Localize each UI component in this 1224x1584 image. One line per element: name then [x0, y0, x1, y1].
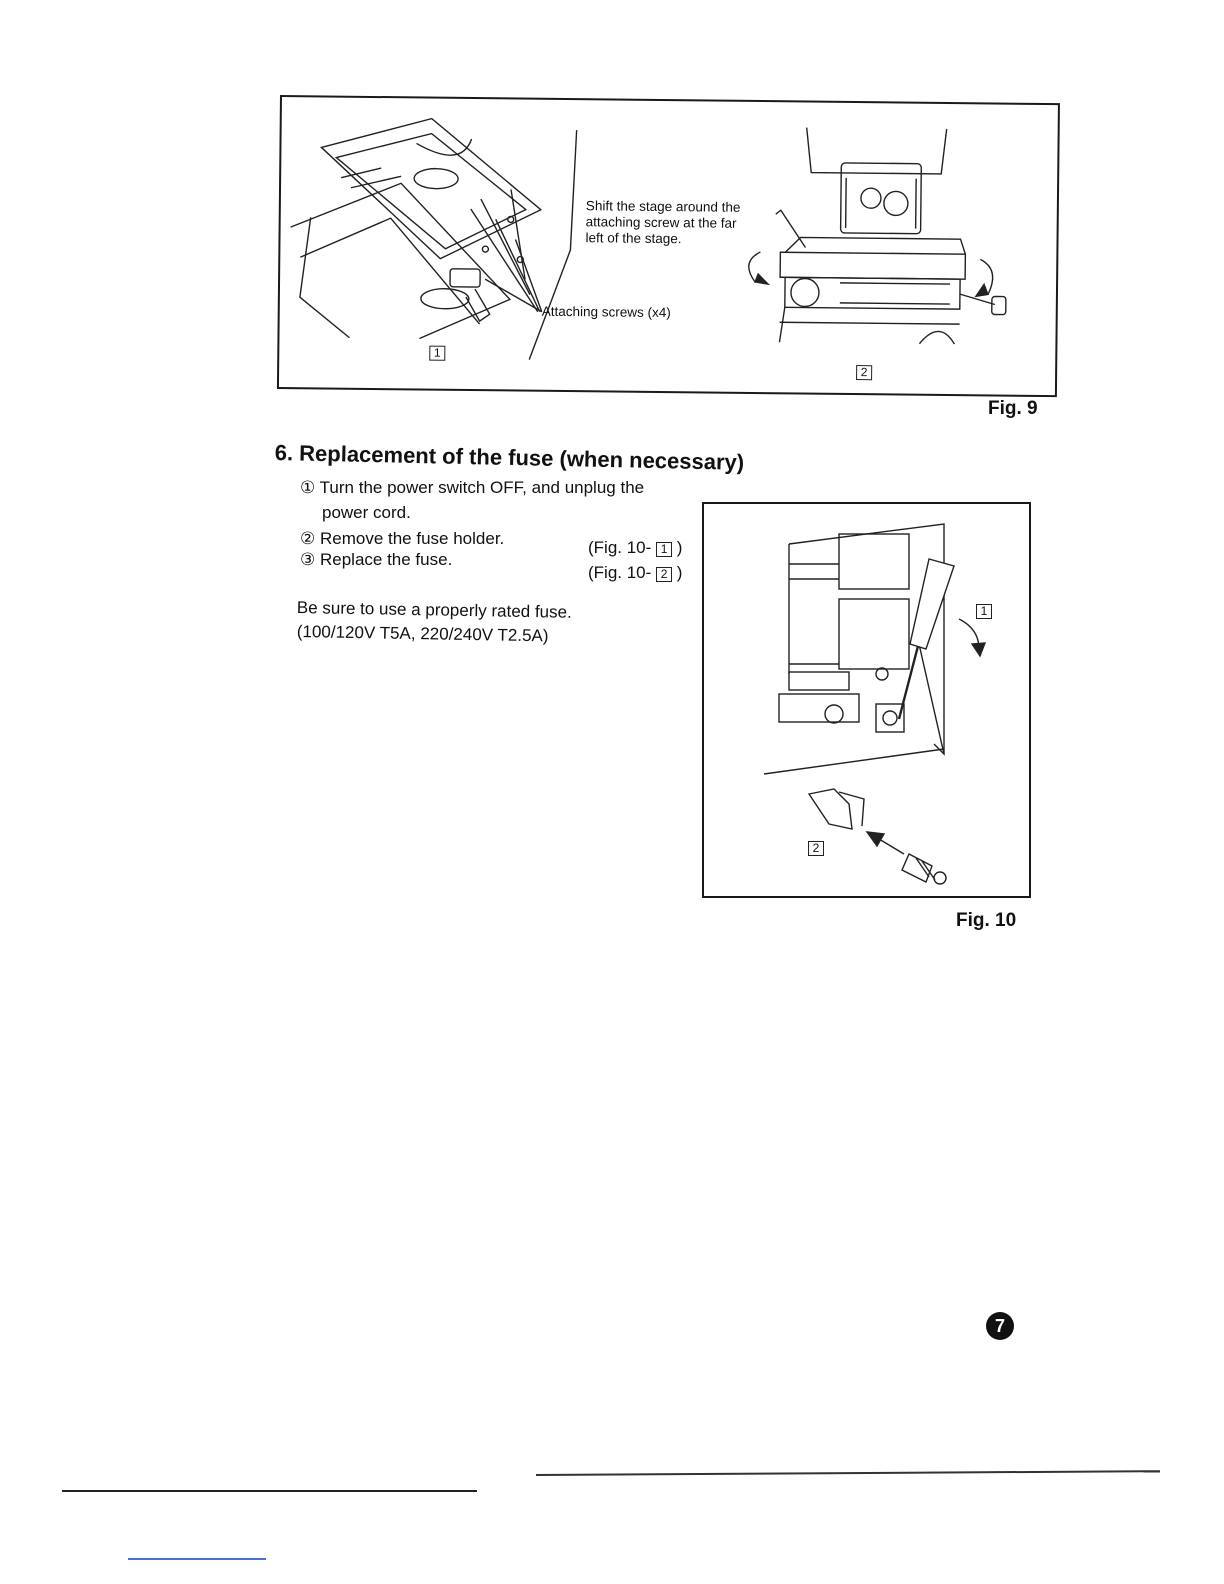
footer-rule-left — [62, 1490, 477, 1492]
callout-shift-stage: Shift the stage around the attaching screw at the far left of the stage. — [585, 198, 741, 247]
page-number: 7 — [986, 1312, 1014, 1340]
step-1-continuation: power cord. — [322, 503, 411, 522]
figure-10-caption: Fig. 10 — [956, 910, 1017, 931]
figure-10-frame — [702, 502, 1031, 898]
step-1-text: Turn the power switch OFF, and unplug the — [319, 478, 645, 497]
callout-attaching-screws: Attaching screws (x4) — [541, 303, 671, 321]
figure-9-panel-2-label: 2 — [856, 363, 872, 381]
figure-9-caption: Fig. 9 — [988, 398, 1038, 419]
step-3-text: Replace the fuse. — [319, 550, 453, 569]
step-1 — [300, 478, 644, 498]
step-2 — [300, 529, 504, 549]
figure-10-illustration — [704, 504, 1029, 896]
figure-9-frame — [277, 95, 1060, 397]
step-2-marker: ② — [300, 529, 316, 548]
section-heading: 6. Replacement of the fuse (when necessary) — [274, 440, 745, 475]
fuse-rating-note: Be sure to use a properly rated fuse. — [296, 598, 572, 622]
step-3-marker: ③ — [300, 550, 316, 569]
figure-9-panel-1-label: 1 — [429, 344, 445, 362]
step-2-text: Remove the fuse holder. — [319, 529, 505, 548]
figure-10-panel-1-label: 1 — [976, 602, 992, 620]
step-3-figure-reference: (Fig. 10- 2 ) — [588, 563, 683, 582]
fuse-rating-values: (100/120V T5A, 220/240V T2.5A) — [296, 622, 549, 646]
step-3 — [300, 550, 452, 570]
step-2-figure-reference: (Fig. 10- 1 ) — [588, 538, 683, 557]
figure-10-panel-2-label: 2 — [808, 839, 824, 857]
step-1-marker: ① — [300, 478, 316, 497]
footer-link-underline — [128, 1558, 266, 1560]
footer-rule-right — [536, 1470, 1160, 1476]
